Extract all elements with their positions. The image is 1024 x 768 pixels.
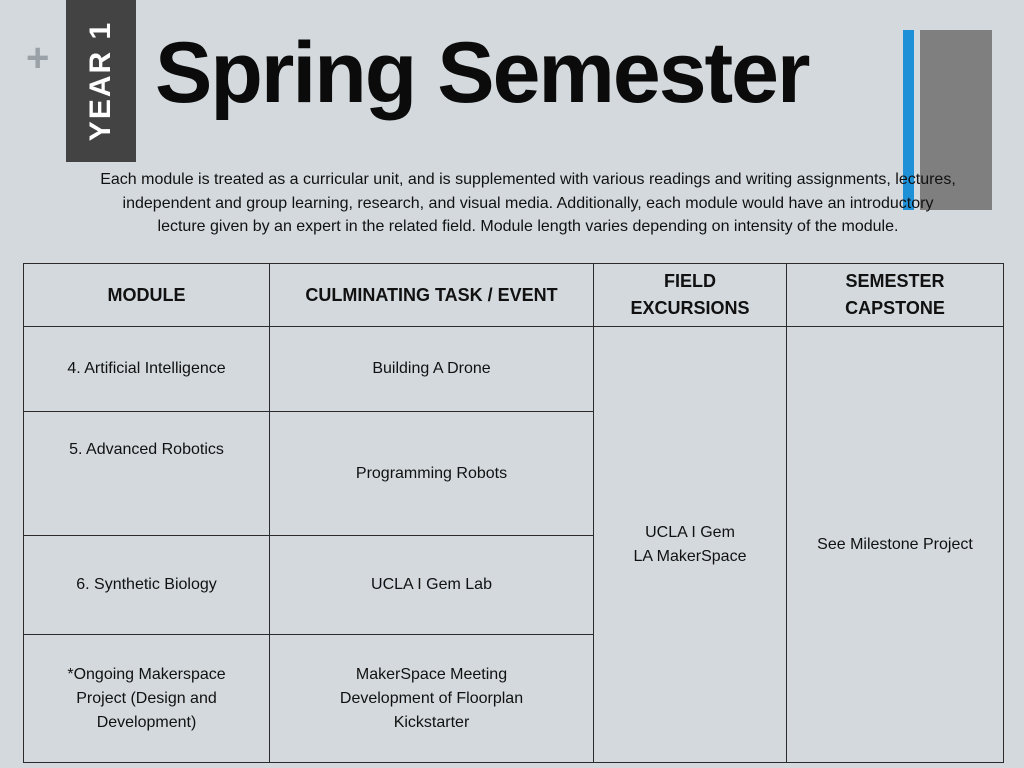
- intro-line: Each module is treated as a curricular unit, and is supplemented with various readings and writing assignments, lectures,: [100, 171, 956, 188]
- header-capstone-line: CAPSTONE: [845, 298, 945, 318]
- task-line: Development of Floorplan: [339, 689, 524, 707]
- plus-icon: +: [26, 36, 50, 80]
- table-header-row: [24, 264, 1004, 327]
- semester-table: [23, 263, 1004, 763]
- task-line: MakerSpace Meeting: [355, 665, 508, 683]
- task-cell: [270, 635, 594, 763]
- module-line: *Ongoing Makerspace: [67, 665, 226, 683]
- header-excursions-line: EXCURSIONS: [630, 298, 750, 318]
- header-excursions: [594, 264, 787, 327]
- table-row: [24, 327, 1004, 412]
- header-task: CULMINATING TASK / EVENT: [270, 264, 594, 327]
- header-capstone: [787, 264, 1004, 327]
- intro-line: independent and group learning, research, and visual media. Additionally, each module would have an introductory: [122, 194, 934, 212]
- page-title: Spring Semester: [155, 25, 809, 121]
- excursion-line: LA MakerSpace: [633, 547, 747, 565]
- task-cell: Programming Robots: [270, 412, 594, 536]
- module-cell: 6. Synthetic Biology: [24, 536, 270, 635]
- task-cell: Building A Drone: [270, 327, 594, 412]
- capstone-cell: See Milestone Project: [787, 327, 1004, 763]
- module-cell: 5. Advanced Robotics: [24, 412, 270, 536]
- header-module: MODULE: [24, 264, 270, 327]
- intro-paragraph: [38, 168, 1018, 239]
- task-line: Kickstarter: [393, 713, 470, 731]
- excursion-line: UCLA I Gem: [645, 523, 735, 541]
- year-tab: [66, 0, 136, 162]
- year-label: YEAR 1: [84, 20, 117, 142]
- module-cell: 4. Artificial Intelligence: [24, 327, 270, 412]
- header-capstone-line: SEMESTER: [845, 271, 945, 291]
- module-line: Project (Design and: [76, 689, 217, 707]
- task-cell: UCLA I Gem Lab: [270, 536, 594, 635]
- excursions-cell: [594, 327, 787, 763]
- module-line: Development): [96, 713, 197, 731]
- header-excursions-line: FIELD: [664, 271, 716, 291]
- intro-line: lecture given by an expert in the related field. Module length varies depending on intensity of the module.: [157, 218, 899, 235]
- module-cell: [24, 635, 270, 763]
